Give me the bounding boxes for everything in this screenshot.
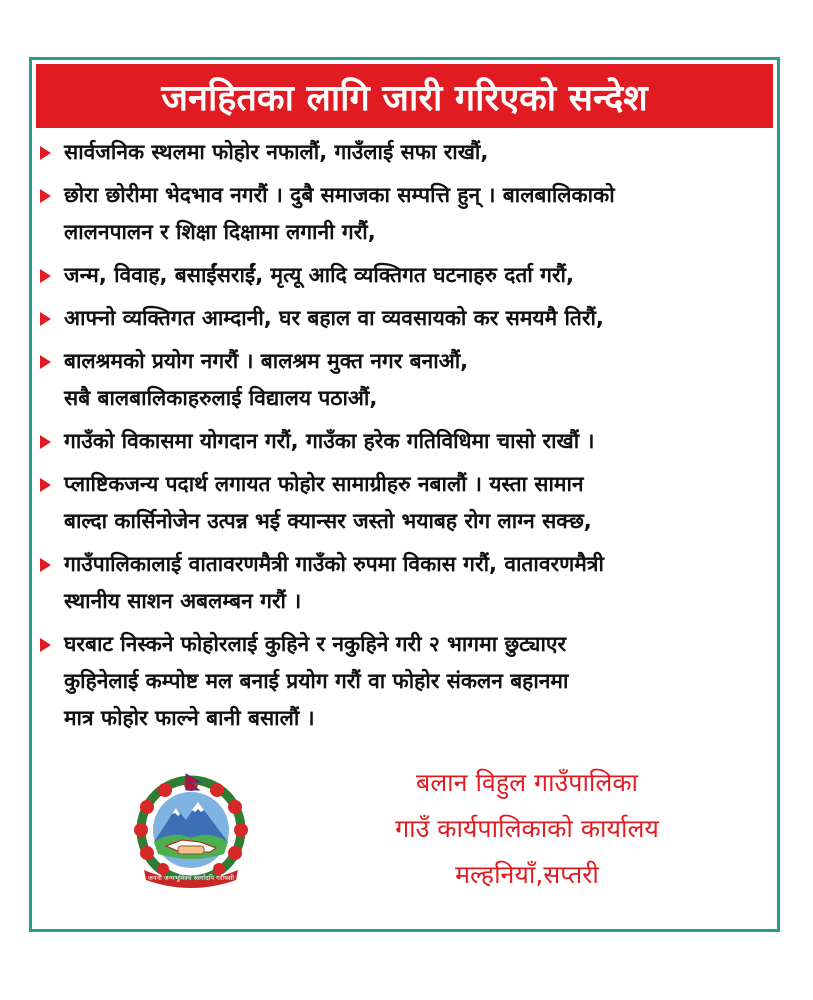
triangle-bullet-icon xyxy=(40,146,51,160)
message-text: जन्म, विवाह, बसाईंसराईं, मृत्यू आदि व्यक्तिगत घटनाहरु दर्ता गरौं, xyxy=(64,263,574,287)
message-item xyxy=(36,300,769,337)
message-item xyxy=(36,343,769,417)
triangle-bullet-icon xyxy=(40,558,51,572)
message-item xyxy=(36,257,769,294)
message-item xyxy=(36,626,769,737)
message-text: मात्र फोहोर फाल्ने बानी बसालौं । xyxy=(64,706,315,730)
municipality-name: बलान विहुल गाउँपालिका xyxy=(415,768,639,797)
message-item xyxy=(36,466,769,540)
office-signature-block xyxy=(362,760,692,898)
message-item xyxy=(36,177,769,251)
notice-title-banner xyxy=(36,64,773,128)
message-text: स्थानीय साशन अबलम्बन गरौं । xyxy=(64,589,302,613)
message-text: बाल्दा कार्सिनोजेन उत्पन्न भई क्यान्सर जस्तो भयाबह रोग लाग्न सक्छ, xyxy=(64,509,592,533)
message-item xyxy=(36,546,769,620)
message-text: आफ्नो व्यक्तिगत आम्दानी, घर बहाल वा व्यवसायको कर समयमै तिरौं, xyxy=(64,306,604,330)
handshake-icon xyxy=(178,846,204,854)
triangle-bullet-icon xyxy=(40,435,51,449)
triangle-bullet-icon xyxy=(40,312,51,326)
triangle-bullet-icon xyxy=(40,478,51,492)
office-name: गाउँ कार्यपालिकाको कार्यालय xyxy=(395,814,659,843)
notice-frame xyxy=(29,57,780,932)
triangle-bullet-icon xyxy=(40,189,51,203)
message-text: सबै बालबालिकाहरुलाई विद्यालय पठाऔं, xyxy=(64,386,378,410)
message-text: गाउँको विकासमा योगदान गरौं, गाउँका हरेक गतिविधिमा चासो राखौं । xyxy=(64,429,595,453)
message-item xyxy=(36,423,769,460)
message-item xyxy=(36,134,769,171)
office-location: मल्हनियाँ,सप्तरी xyxy=(455,860,599,889)
message-text: बालश्रमको प्रयोग नगरौं । बालश्रम मुक्त नगर बनाऔं, xyxy=(64,349,469,373)
message-text: कुहिनेलाई कम्पोष्ट मल बनाई प्रयोग गरौं वा फोहोर संकलन बहानमा xyxy=(64,669,569,693)
nepal-emblem-icon xyxy=(120,772,262,890)
emblem-motto: जननी जन्मभूमिश्च स्वर्गादपि गरीयसी xyxy=(148,874,234,882)
message-list xyxy=(36,134,769,743)
message-text: लालनपालन र शिक्षा दिक्षामा लगानी गरौं, xyxy=(64,220,376,244)
message-text: सार्वजनिक स्थलमा फोहोर नफालौं, गाउँलाई सफा राखौं, xyxy=(64,140,489,164)
triangle-bullet-icon xyxy=(40,638,51,652)
message-text: घरबाट निस्कने फोहोरलाई कुहिने र नकुहिने गरी २ भागमा छुट्याएर xyxy=(64,632,567,656)
message-text: गाउँपालिकालाई वातावरणमैत्री गाउँको रुपमा विकास गरौं, वातावरणमैत्री xyxy=(64,552,604,576)
triangle-bullet-icon xyxy=(40,269,51,283)
triangle-bullet-icon xyxy=(40,355,51,369)
message-text: प्लाष्टिकजन्य पदार्थ लगायत फोहोर सामाग्रीहरु नबालौं । यस्ता सामान xyxy=(64,472,584,496)
message-text: छोरा छोरीमा भेदभाव नगरौं । दुबै समाजका सम्पत्ति हुन् । बालबालिकाको xyxy=(64,183,615,207)
notice-title: जनहितका लागि जारी गरिएको सन्देश xyxy=(161,77,648,119)
